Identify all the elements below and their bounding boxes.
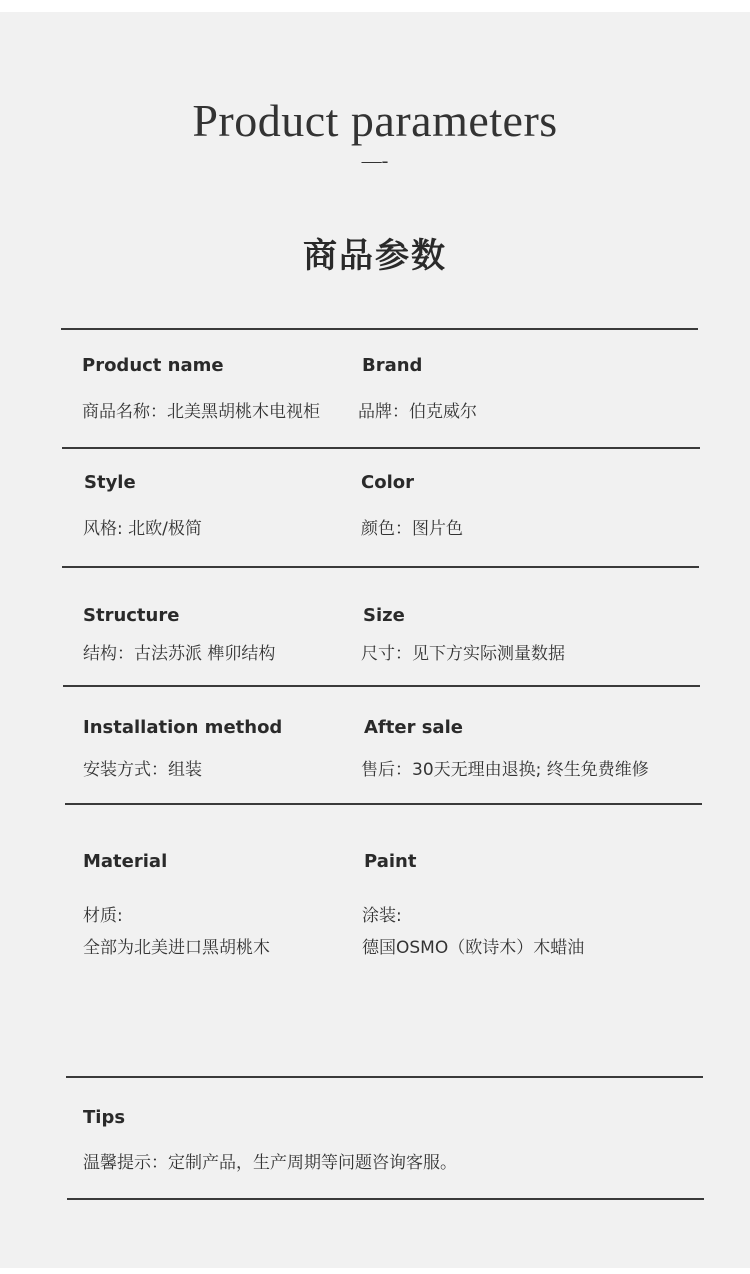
value-structure: 结构：古法苏派 榫卯结构 bbox=[83, 644, 276, 664]
value-brand: 品牌：伯克威尔 bbox=[358, 402, 477, 422]
divider-tips-bottom bbox=[67, 1198, 704, 1200]
title-english: Product parameters bbox=[192, 95, 558, 146]
value-installation-method: 安装方式：组装 bbox=[83, 760, 202, 780]
divider-3 bbox=[63, 685, 700, 687]
divider-2 bbox=[62, 566, 699, 568]
label-material: Material bbox=[83, 851, 168, 872]
label-brand: Brand bbox=[362, 355, 423, 376]
value-material-heading: 材质: bbox=[83, 906, 123, 926]
title-dash-mark: —- bbox=[361, 150, 389, 172]
label-after-sale: After sale bbox=[364, 717, 463, 738]
label-product-name: Product name bbox=[82, 355, 224, 376]
value-paint-heading: 涂装: bbox=[362, 906, 402, 926]
value-size: 尺寸：见下方实际测量数据 bbox=[361, 644, 565, 664]
label-tips: Tips bbox=[83, 1107, 126, 1128]
title-chinese: 商品参数 bbox=[303, 236, 447, 276]
value-paint: 德国OSMO（欧诗木）木蜡油 bbox=[362, 938, 585, 958]
label-paint: Paint bbox=[364, 851, 417, 872]
label-style: Style bbox=[84, 472, 136, 493]
label-color: Color bbox=[361, 472, 414, 493]
value-tips: 温馨提示：定制产品，生产周期等问题咨询客服。 bbox=[83, 1153, 457, 1173]
value-style: 风格: 北欧/极简 bbox=[83, 519, 202, 539]
label-structure: Structure bbox=[83, 605, 180, 626]
value-color: 颜色：图片色 bbox=[361, 519, 463, 539]
divider-1 bbox=[62, 447, 700, 449]
divider-4 bbox=[65, 803, 702, 805]
product-parameters-panel bbox=[0, 12, 750, 1268]
value-material: 全部为北美进口黑胡桃木 bbox=[83, 938, 270, 958]
value-product-name: 商品名称：北美黑胡桃木电视柜 bbox=[82, 402, 320, 422]
divider-tips-top bbox=[66, 1076, 703, 1078]
value-after-sale: 售后：30天无理由退换; 终生免费维修 bbox=[361, 760, 649, 780]
divider-top bbox=[61, 328, 698, 330]
label-installation-method: Installation method bbox=[83, 717, 283, 738]
label-size: Size bbox=[363, 605, 405, 626]
